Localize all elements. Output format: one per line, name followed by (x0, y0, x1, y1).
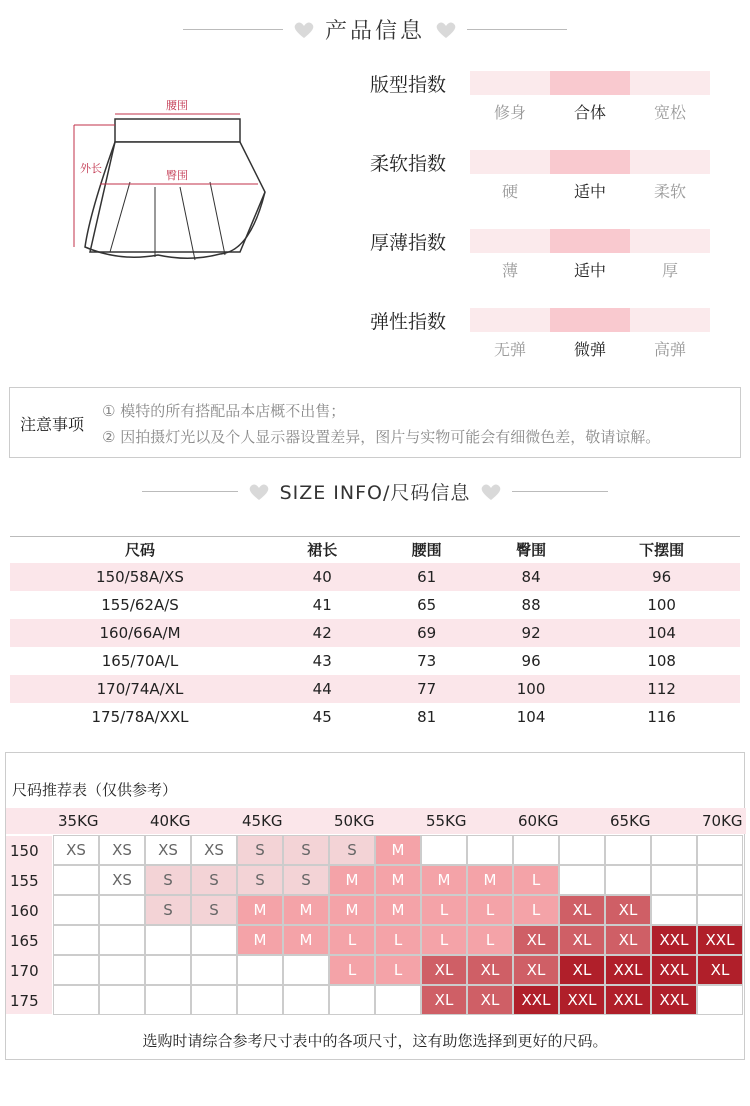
height-column (6, 836, 52, 1014)
index-option: 宽松 (653, 103, 686, 122)
waist-label: 腰围 (166, 99, 188, 112)
size-cell: XXL (651, 925, 697, 955)
table-cell: 42 (270, 619, 374, 647)
table-cell: 160/66A/M (10, 619, 270, 647)
index-bar (470, 308, 710, 332)
size-cell: M (283, 895, 329, 925)
weight-label: 65KG (610, 812, 651, 830)
index-options (470, 337, 710, 360)
index-row (370, 228, 730, 288)
size-cell: XS (99, 865, 145, 895)
heart-icon (293, 21, 315, 39)
index-option: 柔软 (653, 182, 686, 201)
size-cell (605, 865, 651, 895)
size-cell (237, 985, 283, 1015)
size-cell: S (329, 835, 375, 865)
index-label: 版型指数 (370, 74, 447, 96)
table-cell: 69 (374, 619, 478, 647)
table-cell: 150/58A/XS (10, 563, 270, 591)
recommend-footer: 选购时请综合参考尺寸表中的各项尺寸，这有助您选择到更好的尺码。 (142, 1032, 608, 1050)
height-label: 165 (10, 932, 39, 950)
size-cell (651, 865, 697, 895)
index-bar-segment (550, 229, 630, 253)
index-bar-segment (550, 150, 630, 174)
table-row (10, 591, 740, 619)
size-cell: S (237, 865, 283, 895)
index-label: 弹性指数 (370, 311, 447, 333)
height-label: 160 (10, 902, 39, 920)
size-cell: XL (605, 895, 651, 925)
hip-label: 臀围 (166, 169, 188, 182)
size-header-cell: 尺码 (10, 537, 270, 563)
size-cell: M (421, 865, 467, 895)
weight-label: 70KG (702, 812, 743, 830)
index-bar (470, 150, 710, 174)
size-cell (191, 985, 237, 1015)
table-cell: 73 (417, 651, 437, 670)
heart-icon (480, 483, 502, 501)
index-option: 修身 (493, 103, 526, 122)
size-cell: XXL (605, 955, 651, 985)
index-bar-segment (630, 150, 710, 174)
size-cell (237, 955, 283, 985)
size-cell: S (145, 865, 191, 895)
size-cell: XL (467, 985, 513, 1015)
size-table (10, 536, 740, 731)
table-cell: 81 (417, 707, 437, 726)
size-cell (99, 955, 145, 985)
size-cell (145, 955, 191, 985)
size-header-cell: 下摆围 (583, 537, 740, 563)
size-cell: S (283, 835, 329, 865)
size-cell: XL (697, 955, 743, 985)
table-cell: 170/74A/XL (10, 675, 270, 703)
size-cell: L (375, 925, 421, 955)
size-cell (283, 985, 329, 1015)
weight-label: 60KG (518, 812, 559, 830)
size-cell (53, 985, 99, 1015)
weight-label: 35KG (58, 812, 99, 830)
weight-label: 55KG (426, 812, 467, 830)
size-cell: XXL (651, 985, 697, 1015)
height-label: 155 (10, 872, 39, 890)
table-cell: 40 (270, 563, 374, 591)
size-cell: XXL (605, 985, 651, 1015)
size-cell: M (375, 835, 421, 865)
size-cell (421, 835, 467, 865)
size-cell (99, 895, 145, 925)
weight-label: 45KG (242, 812, 283, 830)
size-cell: M (467, 865, 513, 895)
table-row (10, 563, 740, 591)
index-row (370, 149, 730, 209)
table-cell: 88 (521, 595, 541, 614)
weight-label: 50KG (334, 812, 375, 830)
size-cell: XL (559, 955, 605, 985)
size-cell: XXL (559, 985, 605, 1015)
size-cell: XS (99, 835, 145, 865)
recommend-title: 尺码推荐表（仅供参考） (12, 781, 178, 799)
index-option: 合体 (573, 103, 606, 122)
index-bar-segment (630, 71, 710, 95)
size-cell (697, 835, 743, 865)
size-info-title: SIZE INFO/尺码信息 (279, 482, 471, 504)
size-cell: S (191, 865, 237, 895)
size-cell (697, 985, 743, 1015)
index-bar-segment (470, 150, 550, 174)
product-info-header (0, 14, 750, 45)
length-label: 外长 (80, 162, 102, 175)
size-cell: M (237, 895, 283, 925)
size-cell (145, 985, 191, 1015)
size-cell: XL (559, 925, 605, 955)
index-option: 适中 (573, 182, 606, 201)
size-cell: L (421, 895, 467, 925)
size-cell (53, 955, 99, 985)
size-cell: XXL (513, 985, 559, 1015)
index-bar-segment (470, 229, 550, 253)
table-cell: 45 (312, 707, 332, 726)
size-cell (191, 955, 237, 985)
size-cell (651, 895, 697, 925)
table-cell: 104 (583, 619, 740, 647)
index-bar-segment (470, 308, 550, 332)
size-cell: L (467, 895, 513, 925)
heart-icon (435, 21, 457, 39)
size-info-header (0, 478, 750, 505)
index-option: 厚 (661, 261, 678, 280)
index-bar (470, 71, 710, 95)
notice-title: 注意事项 (20, 415, 85, 434)
index-options (470, 258, 710, 281)
size-cell: XXL (651, 955, 697, 985)
size-cell (467, 835, 513, 865)
table-cell: 84 (479, 563, 583, 591)
size-cell (651, 835, 697, 865)
weight-label: 40KG (150, 812, 191, 830)
size-cell (605, 835, 651, 865)
notice-line-1: ① 模特的所有搭配品本店概不出售； (102, 402, 346, 420)
size-cell: S (283, 865, 329, 895)
index-row (370, 307, 730, 367)
weight-header-row (6, 808, 746, 834)
size-cell: XS (145, 835, 191, 865)
index-options (470, 179, 710, 202)
table-cell: 44 (270, 675, 374, 703)
size-cell: M (283, 925, 329, 955)
index-options (470, 100, 710, 123)
size-cell: L (513, 895, 559, 925)
size-cell: XL (513, 955, 559, 985)
index-option: 硬 (501, 182, 518, 201)
table-cell: 165/70A/L (101, 651, 179, 670)
size-cell: XL (421, 985, 467, 1015)
index-option: 高弹 (653, 340, 686, 359)
index-label: 厚薄指数 (370, 232, 447, 254)
index-option: 微弹 (573, 340, 606, 359)
size-cell (53, 865, 99, 895)
table-cell: 65 (417, 595, 437, 614)
index-bar-segment (470, 71, 550, 95)
size-cell (697, 865, 743, 895)
heart-icon (248, 483, 270, 501)
size-recommendation (5, 752, 745, 1060)
table-row (10, 647, 740, 675)
table-cell: 100 (479, 675, 583, 703)
size-cell: M (237, 925, 283, 955)
size-cell: M (329, 895, 375, 925)
size-cell (99, 925, 145, 955)
table-row (10, 619, 740, 647)
size-cell: XL (605, 925, 651, 955)
size-cell: M (329, 865, 375, 895)
size-cell (283, 955, 329, 985)
size-cell: XS (191, 835, 237, 865)
size-cell: L (329, 925, 375, 955)
size-cell: XXL (697, 925, 743, 955)
size-cell (513, 835, 559, 865)
table-cell: 100 (647, 595, 676, 614)
table-cell: 41 (312, 595, 332, 614)
table-cell: 43 (312, 651, 332, 670)
size-header-cell: 臀围 (479, 537, 583, 563)
size-cell: M (375, 865, 421, 895)
size-cell (53, 925, 99, 955)
size-cell (53, 895, 99, 925)
size-cell: L (375, 955, 421, 985)
index-row (370, 70, 730, 130)
index-bar-segment (550, 71, 630, 95)
table-cell: 61 (374, 563, 478, 591)
notice-line-2: ② 因拍摄灯光以及个人显示器设置差异，图片与实物可能会有细微色差，敬请谅解。 (102, 428, 661, 446)
index-option: 无弹 (493, 340, 526, 359)
size-cell: L (329, 955, 375, 985)
table-cell: 116 (647, 707, 676, 726)
size-cell (559, 835, 605, 865)
size-cell: S (237, 835, 283, 865)
notice-box (9, 387, 741, 458)
height-label: 175 (10, 992, 39, 1010)
height-label: 150 (10, 842, 39, 860)
table-cell: 77 (374, 675, 478, 703)
size-cell: XL (559, 895, 605, 925)
skirt-diagram (60, 92, 280, 272)
table-cell: 96 (521, 651, 541, 670)
index-bar-segment (630, 308, 710, 332)
table-cell: 108 (647, 651, 676, 670)
index-option: 薄 (501, 261, 518, 280)
size-cell: S (191, 895, 237, 925)
table-cell: 96 (583, 563, 740, 591)
size-cell: L (421, 925, 467, 955)
height-label: 170 (10, 962, 39, 980)
size-cell: L (513, 865, 559, 895)
size-cell (145, 925, 191, 955)
table-row (10, 675, 740, 703)
size-cell (329, 985, 375, 1015)
index-bar (470, 229, 710, 253)
table-cell: 155/62A/S (101, 595, 179, 614)
table-cell: 92 (479, 619, 583, 647)
size-cell: XS (53, 835, 99, 865)
size-header-cell: 腰围 (374, 537, 478, 563)
table-cell: 112 (583, 675, 740, 703)
size-cell: L (467, 925, 513, 955)
size-cell (191, 925, 237, 955)
table-cell: 104 (516, 707, 546, 726)
size-cell (375, 985, 421, 1015)
index-bar-segment (550, 308, 630, 332)
index-label: 柔软指数 (370, 153, 447, 175)
table-cell: 175/78A/XXL (91, 707, 189, 726)
size-cell (559, 865, 605, 895)
size-cell: S (145, 895, 191, 925)
size-cell: XL (513, 925, 559, 955)
index-option: 适中 (573, 261, 606, 280)
size-cell (697, 895, 743, 925)
size-cell (99, 985, 145, 1015)
size-header-cell: 裙长 (270, 537, 374, 563)
table-row (10, 703, 740, 731)
size-cell: M (375, 895, 421, 925)
product-info-title: 产品信息 (324, 19, 425, 44)
index-bar-segment (630, 229, 710, 253)
size-cell: XL (467, 955, 513, 985)
size-cell: XL (421, 955, 467, 985)
